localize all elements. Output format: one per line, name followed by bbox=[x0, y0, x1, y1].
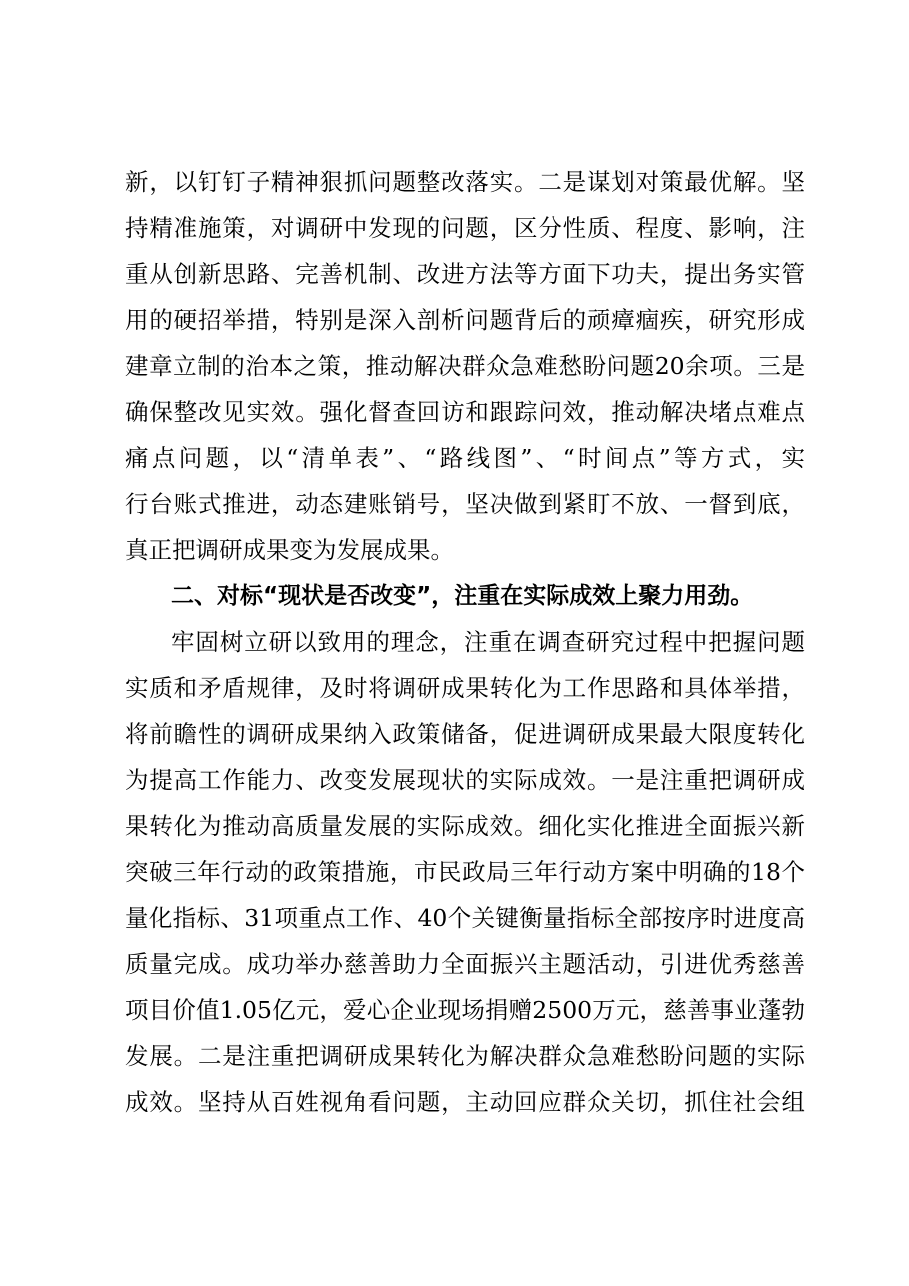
paragraph-line: 为提高工作能力、改变发展现状的实际成效。一是注重把调研成 bbox=[125, 766, 805, 794]
paragraph-line: 用的硬招举措，特别是深入剖析问题背后的顽瘴痼疾，研究形成 bbox=[125, 306, 805, 334]
paragraph-line: 发展。二是注重把调研成果转化为解决群众急难愁盼问题的实际 bbox=[125, 1042, 805, 1070]
paragraph-line: 实质和矛盾规律，及时将调研成果转化为工作思路和具体举措， bbox=[125, 674, 805, 702]
paragraph-line: 重从创新思路、完善机制、改进方法等方面下功夫，提出务实管 bbox=[125, 260, 805, 288]
paragraph-line: 新，以钉钉子精神狠抓问题整改落实。二是谋划对策最优解。坚 bbox=[125, 168, 805, 196]
section-heading: 二、对标“现状是否改变”，注重在实际成效上聚力用劲。 bbox=[171, 583, 754, 609]
paragraph-line: 持精准施策，对调研中发现的问题，区分性质、程度、影响，注 bbox=[125, 214, 805, 242]
paragraph-line: 果转化为推动高质量发展的实际成效。细化实化推进全面振兴新 bbox=[125, 812, 805, 840]
paragraph-line: 将前瞻性的调研成果纳入政策储备，促进调研成果最大限度转化 bbox=[125, 720, 805, 748]
paragraph-line: 痛点问题，以“清单表”、“路线图”、“时间点”等方式，实 bbox=[125, 444, 805, 472]
paragraph-line: 成效。坚持从百姓视角看问题，主动回应群众关切，抓住社会组 bbox=[125, 1088, 805, 1116]
paragraph-line: 突破三年行动的政策措施，市民政局三年行动方案中明确的18个 bbox=[125, 858, 805, 886]
paragraph-line: 质量完成。成功举办慈善助力全面振兴主题活动，引进优秀慈善 bbox=[125, 950, 805, 978]
paragraph-line: 确保整改见实效。强化督查回访和跟踪问效，推动解决堵点难点 bbox=[125, 398, 805, 426]
paragraph-line: 真正把调研成果变为发展成果。 bbox=[125, 536, 454, 564]
paragraph-line: 项目价值1.05亿元，爱心企业现场捐赠2500万元，慈善事业蓬勃 bbox=[125, 996, 805, 1024]
paragraph-line: 建章立制的治本之策，推动解决群众急难愁盼问题20余项。三是 bbox=[125, 352, 805, 380]
paragraph-line: 行台账式推进，动态建账销号，坚决做到紧盯不放、一督到底， bbox=[125, 490, 805, 518]
paragraph-line: 量化指标、31项重点工作、40个关键衡量指标全部按序时进度高 bbox=[125, 904, 805, 932]
paragraph-line: 牢固树立研以致用的理念，注重在调查研究过程中把握问题 bbox=[171, 628, 805, 656]
